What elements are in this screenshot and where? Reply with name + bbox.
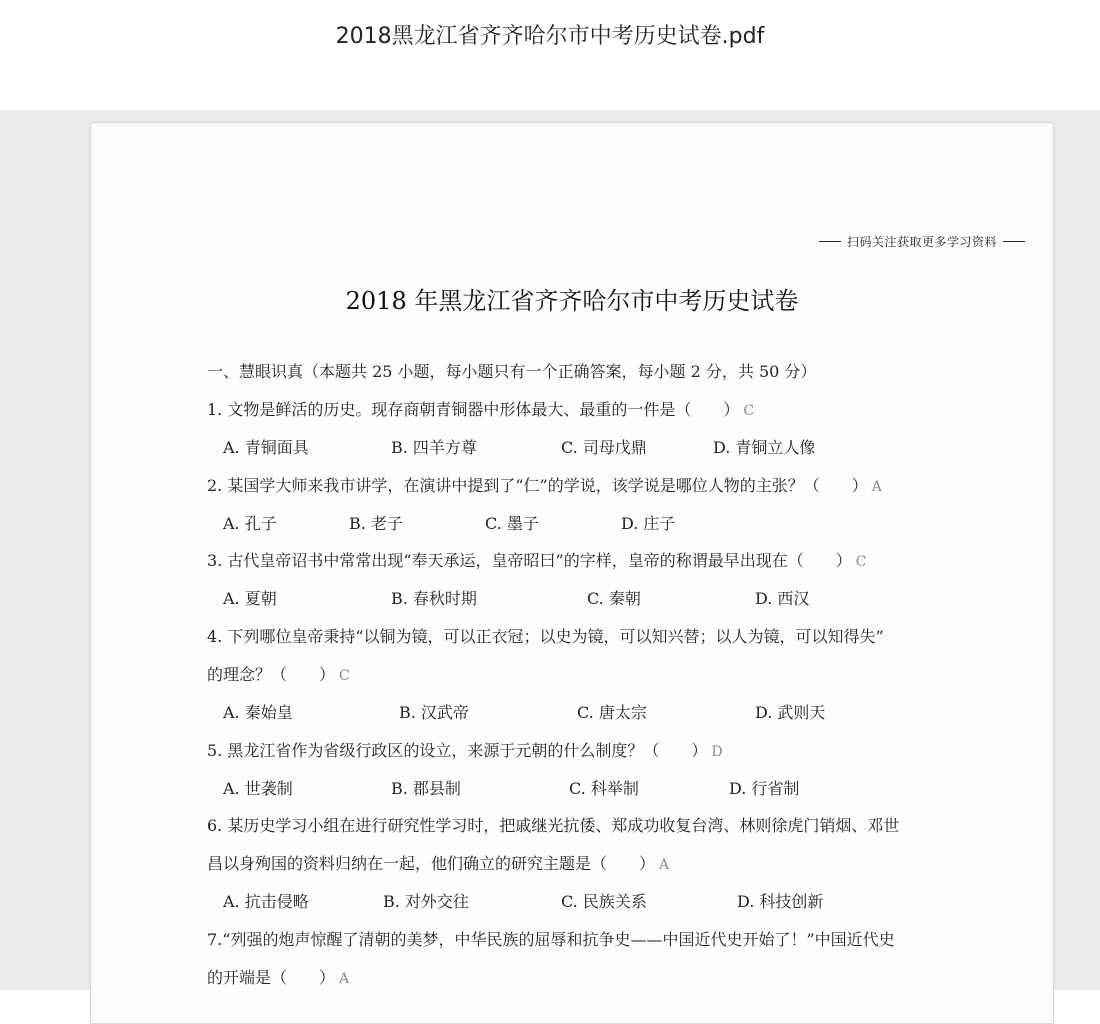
question-6: [207, 813, 899, 836]
answer-mark: A: [871, 479, 882, 495]
option: A. 抗击侵略: [223, 892, 309, 911]
banner-text: 扫码关注获取更多学习资料: [846, 235, 997, 249]
option: D. 科技创新: [737, 892, 824, 911]
question-stem: 6. 某历史学习小组在进行研究性学习时，把戚继光抗倭、郑成功收复台湾、林则徐虎门销烟、邓世: [207, 816, 900, 835]
option: A. 青铜面具: [223, 438, 309, 457]
question-4-cont: [207, 662, 350, 685]
answer-mark: C: [339, 668, 350, 684]
paper-title: 2018 年黑龙江省齐齐哈尔市中考历史试卷: [345, 287, 799, 315]
option: D. 行省制: [729, 779, 800, 798]
question-2-options: [223, 511, 943, 533]
question-6-options: [223, 889, 943, 911]
option: C. 司母戊鼎: [561, 438, 647, 457]
question-7-cont: [207, 965, 349, 988]
option: C. 墨子: [485, 514, 539, 533]
option: B. 春秋时期: [391, 589, 477, 608]
option: D. 武则天: [755, 703, 826, 722]
option: C. 民族关系: [561, 892, 647, 911]
question-stem: 4. 下列哪位皇帝秉持“以铜为镜，可以正衣冠；以史为镜，可以知兴替；以人为镜，可以知得失”: [207, 627, 884, 646]
option: A. 夏朝: [223, 589, 277, 608]
question-2: [207, 473, 882, 496]
answer-mark: D: [711, 744, 723, 760]
option: C. 唐太宗: [577, 703, 647, 722]
question-4-options: [223, 700, 943, 722]
question-5-options: [223, 776, 943, 798]
document-title: 2018黑龙江省齐齐哈尔市中考历史试卷.pdf: [335, 24, 765, 49]
banner-rule-right: [1003, 241, 1025, 242]
pdf-viewer[interactable]: [0, 110, 1100, 990]
question-stem-cont: 昌以身殉国的资料归纳在一起，他们确立的研究主题是（ ）: [207, 854, 656, 873]
question-stem: 7.“列强的炮声惊醒了清朝的美梦，中华民族的屈辱和抗争史——中国近代史开始了！”中国近代史: [207, 930, 895, 949]
question-7: [207, 927, 895, 950]
section-heading: 一、慧眼识真（本题共 25 小题，每小题只有一个正确答案，每小题 2 分，共 50 分）: [207, 362, 817, 381]
option: A. 秦始皇: [223, 703, 293, 722]
question-stem: 2. 某国学大师来我市讲学，在演讲中提到了“仁”的学说，该学说是哪位人物的主张？（ ）: [207, 476, 868, 495]
option: C. 科举制: [569, 779, 639, 798]
pdf-page: [90, 122, 1054, 1024]
question-6-cont: [207, 851, 669, 874]
question-stem: 3. 古代皇帝诏书中常常出现“奉天承运，皇帝昭曰”的字样，皇帝的称谓最早出现在（ ）: [207, 551, 852, 570]
question-stem-cont: 的开端是（ ）: [207, 968, 336, 987]
option: B. 四羊方尊: [391, 438, 477, 457]
option: A. 孔子: [223, 514, 277, 533]
option: D. 庄子: [621, 514, 676, 533]
question-3-options: [223, 586, 943, 608]
option: C. 秦朝: [587, 589, 641, 608]
option: B. 对外交往: [383, 892, 469, 911]
question-stem: 5. 黑龙江省作为省级行政区的设立，来源于元朝的什么制度？（ ）: [207, 741, 708, 760]
option: B. 郡县制: [391, 779, 461, 798]
option: A. 世袭制: [223, 779, 293, 798]
answer-mark: A: [339, 971, 350, 987]
answer-mark: C: [855, 554, 867, 570]
option: D. 西汉: [755, 589, 810, 608]
question-4: [207, 624, 884, 647]
question-5: [207, 738, 723, 761]
question-3: [207, 548, 866, 571]
question-stem-cont: 的理念？（ ）: [207, 665, 336, 684]
question-stem: 1. 文物是鲜活的历史。现存商朝青铜器中形体最大、最重的一件是（ ）: [207, 400, 740, 419]
question-1: [207, 397, 754, 420]
question-1-options: [223, 435, 943, 457]
title-bar: [0, 0, 1100, 110]
answer-mark: C: [743, 403, 755, 419]
answer-mark: A: [659, 857, 670, 873]
page-banner: [819, 233, 1025, 250]
option: D. 青铜立人像: [713, 438, 816, 457]
option: B. 老子: [349, 514, 403, 533]
banner-rule-left: [819, 241, 841, 242]
option: B. 汉武帝: [399, 703, 469, 722]
